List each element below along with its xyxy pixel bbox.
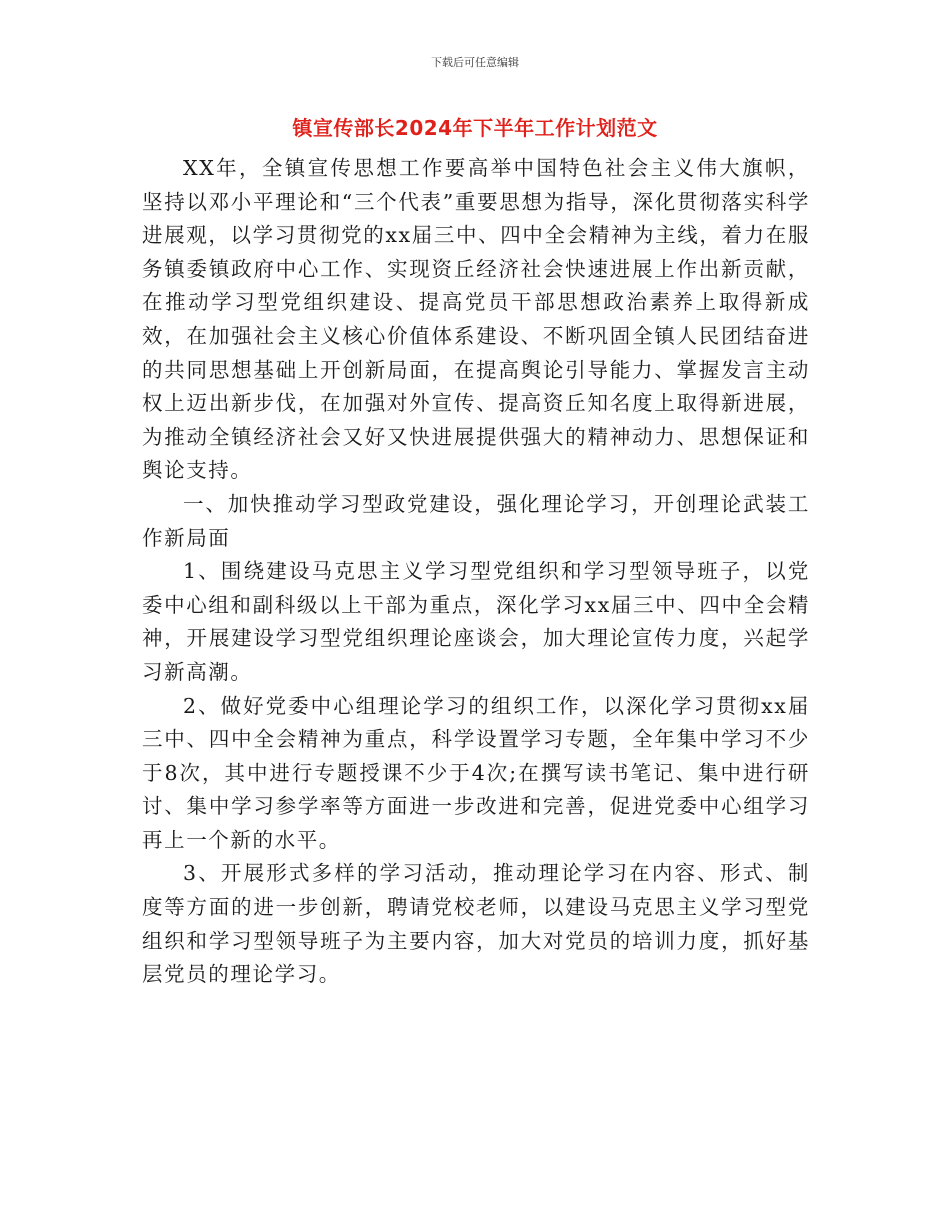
document-body (142, 152, 810, 992)
section-heading-1: 一、加快推动学习型政党建设，强化理论学习，开创理论武装工作新局面 (142, 491, 810, 550)
paragraph-intro: XX年，全镇宣传思想工作要高举中国特色社会主义伟大旗帜，坚持以邓小平理论和“三个代表”重要思想为指导，深化贯彻落实科学进展观，以学习贯彻党的xx届三中、四中全会精神为主线，着力在服务镇委镇政府中心工作、实现资丘经济社会快速进展上作出新贡献，在推动学习型党组织建设、提高党员干部思想政治素养上取得新成效，在加强社会主义核心价值体系建设、不断巩固全镇人民团结奋进的共同思想基础上开创新局面，在提高舆论引导能力、掌握发言主动权上迈出新步伐，在加强对外宣传、提高资丘知名度上取得新进展，为推动全镇经济社会又好又快进展提供强大的精神动力、思想保证和舆论支持。 (142, 156, 810, 483)
paragraph-item-2: 2、做好党委中心组理论学习的组织工作，以深化学习贯彻xx届三中、四中全会精神为重点，科学设置学习专题，全年集中学习不少于8次，其中进行专题授课不少于4次;在撰写读书笔记、集中进行研讨、集中学习参学率等方面进一步改进和完善，促进党委中心组学习再上一个新的水平。 (142, 693, 810, 852)
document-title: 镇宣传部长2024年下半年工作计划范文 (292, 116, 658, 140)
paragraph-item-3: 3、开展形式多样的学习活动，推动理论学习在内容、形式、制度等方面的进一步创新，聘请党校老师，以建设马克思主义学习型党组织和学习型领导班子为主要内容，加大对党员的培训力度，抓好基层党员的理论学习。 (142, 861, 810, 987)
paragraph-item-1: 1、围绕建设马克思主义学习型党组织和学习型领导班子，以党委中心组和副科级以上干部为重点，深化学习xx届三中、四中全会精神，开展建设学习型党组织理论座谈会，加大理论宣传力度，兴起学习新高潮。 (142, 559, 810, 684)
header-note: 下载后可任意编辑 (431, 56, 519, 69)
